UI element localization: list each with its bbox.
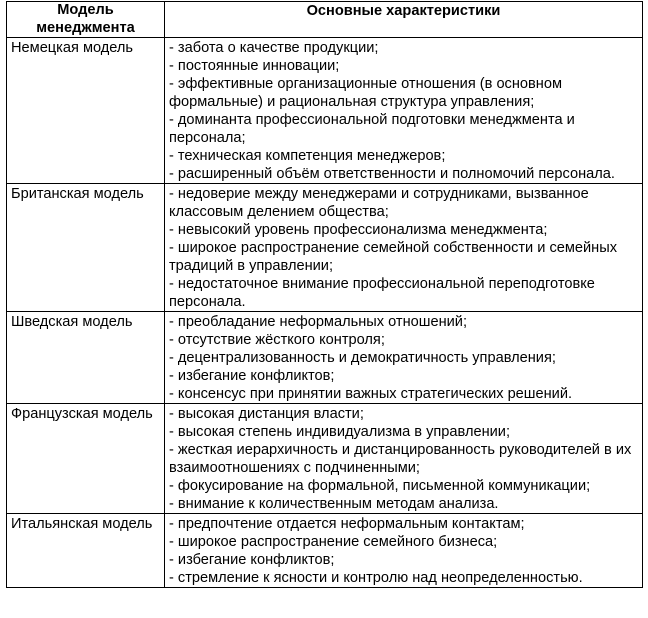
model-name: Британская модель — [7, 184, 165, 312]
table-row — [7, 38, 643, 184]
characteristics-cell — [165, 38, 643, 184]
characteristic-item: - предпочтение отдается неформальным контактам; — [169, 516, 525, 532]
characteristic-item: - высокая дистанция власти; — [169, 406, 364, 422]
characteristic-item: - недоверие между менеджерами и сотрудниками, вызванное классовым делением общества; — [169, 186, 589, 220]
header-model: Модель менеджмента — [7, 2, 165, 38]
characteristics-cell — [165, 184, 643, 312]
characteristic-item: - широкое распространение семейного бизнеса; — [169, 534, 498, 550]
table-header-row — [7, 2, 643, 38]
characteristic-item: - внимание к количественным методам анализа. — [169, 496, 499, 512]
header-characteristics: Основные характеристики — [165, 2, 643, 38]
characteristic-item: - техническая компетенция менеджеров; — [169, 148, 446, 164]
model-name: Французская модель — [7, 404, 165, 514]
model-name: Шведская модель — [7, 312, 165, 404]
characteristic-item: - децентрализованность и демократичность управления; — [169, 350, 556, 366]
model-name: Немецкая модель — [7, 38, 165, 184]
characteristic-item: - эффективные организационные отношения (в основном формальные) и рациональная структура управления; — [169, 76, 562, 110]
characteristic-item: - недостаточное внимание профессиональной переподготовке персонала. — [169, 276, 595, 310]
characteristics-cell — [165, 514, 643, 588]
characteristic-item: - постоянные инновации; — [169, 58, 340, 74]
table-row — [7, 404, 643, 514]
table-row — [7, 514, 643, 588]
characteristic-item: - стремление к ясности и контролю над неопределенностью. — [169, 570, 583, 586]
characteristic-item: - жесткая иерархичность и дистанцированность руководителей в их взаимоотношениях с подчиненными; — [169, 442, 632, 476]
table-row — [7, 184, 643, 312]
characteristics-cell — [165, 404, 643, 514]
characteristic-item: - широкое распространение семейной собственности и семейных традиций в управлении; — [169, 240, 618, 274]
characteristic-item: - забота о качестве продукции; — [169, 40, 379, 56]
characteristic-item: - доминанта профессиональной подготовки менеджмента и персонала; — [169, 112, 575, 146]
management-models-table — [6, 1, 643, 588]
characteristic-item: - невысокий уровень профессионализма менеджмента; — [169, 222, 548, 238]
characteristics-cell — [165, 312, 643, 404]
characteristic-item: - избегание конфликтов; — [169, 368, 335, 384]
table-row — [7, 312, 643, 404]
characteristic-item: - преобладание неформальных отношений; — [169, 314, 467, 330]
characteristic-item: - расширенный объём ответственности и полномочий персонала. — [169, 166, 615, 182]
characteristic-item: - фокусирование на формальной, письменной коммуникации; — [169, 478, 591, 494]
model-name: Итальянская модель — [7, 514, 165, 588]
characteristic-item: - консенсус при принятии важных стратегических решений. — [169, 386, 573, 402]
table-body — [7, 38, 643, 588]
characteristic-item: - отсутствие жёсткого контроля; — [169, 332, 385, 348]
characteristic-item: - высокая степень индивидуализма в управлении; — [169, 424, 511, 440]
characteristic-item: - избегание конфликтов; — [169, 552, 335, 568]
